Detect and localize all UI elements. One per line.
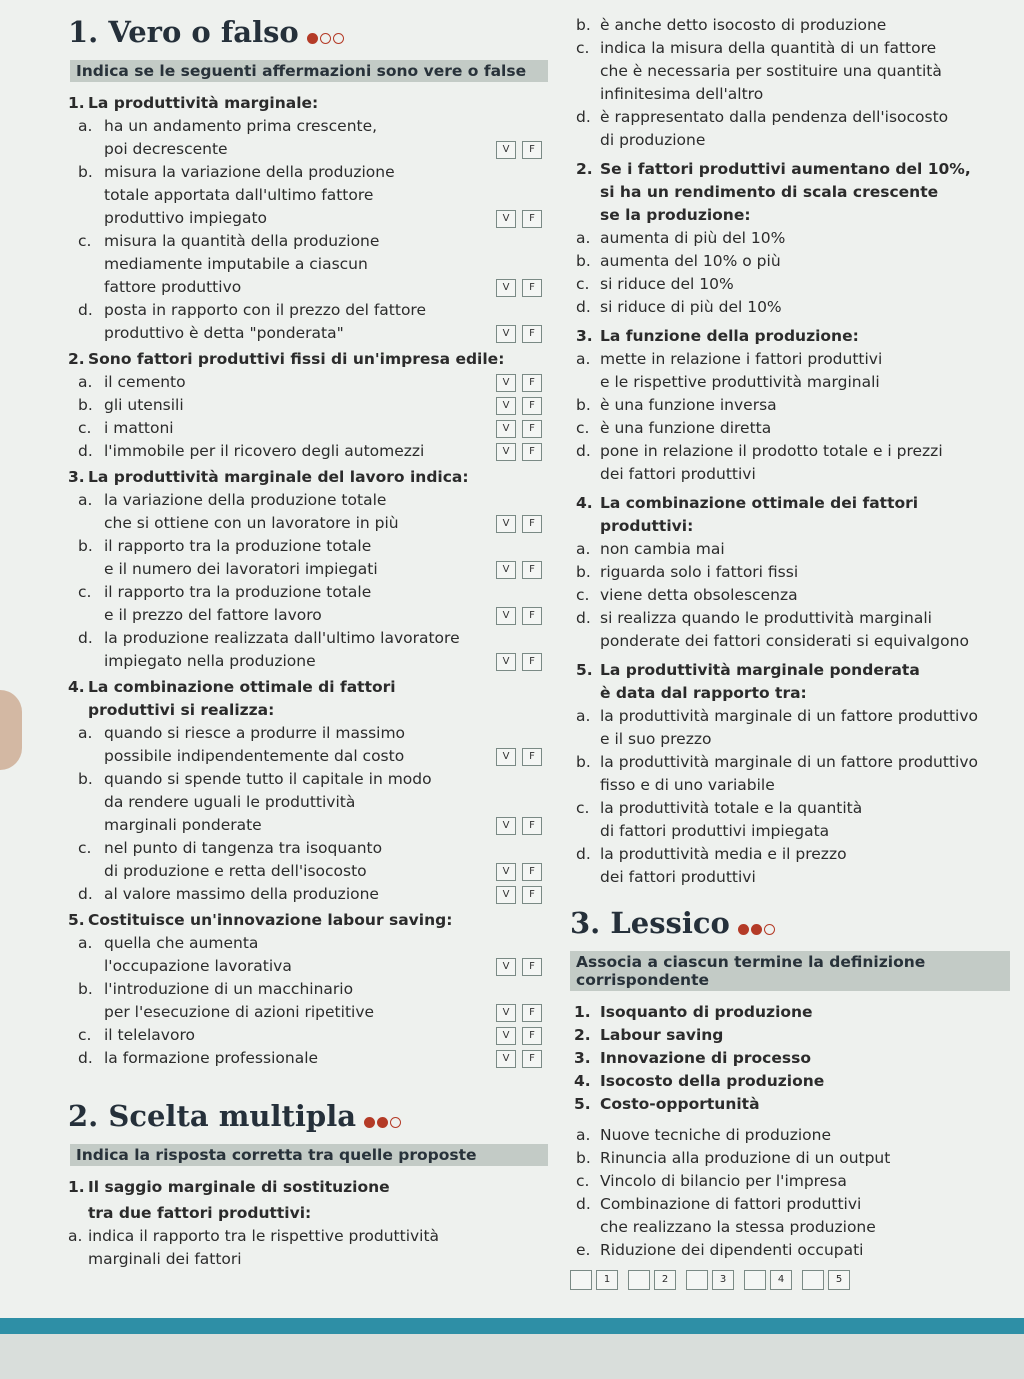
true-false-boxes: [496, 210, 542, 228]
item-text-line: misura la quantità della produzione: [104, 232, 380, 250]
true-box[interactable]: V: [496, 817, 516, 835]
item-letter: d.: [78, 885, 93, 903]
definition-text-line: Nuove tecniche di produzione: [600, 1126, 831, 1144]
true-box[interactable]: V: [496, 561, 516, 579]
item-letter: b.: [78, 396, 93, 414]
item-text-line: poi decrescente: [104, 140, 228, 158]
option-letter: a.: [576, 229, 591, 247]
false-box[interactable]: F: [522, 397, 542, 415]
s1-q2-item-b: [68, 394, 548, 417]
item-text-line: quando si riesce a produrre il massimo: [104, 724, 406, 742]
option-text-line: non cambia mai: [600, 540, 725, 558]
s1-question-1: [68, 92, 548, 115]
question-number: 4.: [68, 678, 85, 696]
lessico-definitions: [570, 1124, 1010, 1262]
answer-input-box[interactable]: [570, 1270, 592, 1290]
s1-q1-item-a: [68, 115, 548, 161]
question-text: Costituisce un'innovazione labour saving:: [88, 911, 453, 929]
answer-number-box: 1: [596, 1270, 618, 1290]
option-text-line: aumenta del 10% o più: [600, 252, 781, 270]
item-text-line: quando si spende tutto il capitale in modo: [104, 770, 432, 788]
option-text-line: è una funzione inversa: [600, 396, 777, 414]
section1-questions: [68, 92, 548, 1070]
true-false-boxes: [496, 1050, 542, 1068]
term-number: 3.: [574, 1049, 591, 1067]
option-text-line: pone in relazione il prodotto totale e i prezzi: [600, 442, 943, 460]
section1-title: 1. Vero o falso: [68, 14, 548, 52]
false-box[interactable]: F: [522, 886, 542, 904]
true-false-boxes: [496, 420, 542, 438]
lessico-definition-d: [570, 1193, 1010, 1239]
true-false-boxes: [496, 1004, 542, 1022]
option-text-line: dei fattori produttivi: [600, 868, 756, 886]
item-letter: c.: [78, 232, 92, 250]
s1-q1-item-b: [68, 161, 548, 230]
true-box[interactable]: V: [496, 443, 516, 461]
question-number: 5.: [68, 911, 85, 929]
option-text-line: la produttività marginale di un fattore produttivo: [600, 753, 978, 771]
question-number: 2.: [576, 160, 593, 178]
option-text-line: mette in relazione i fattori produttivi: [600, 350, 883, 368]
question-text: La combinazione ottimale di fattori: [88, 678, 396, 696]
lessico-definition-a: [570, 1124, 1010, 1147]
item-text-line: il cemento: [104, 373, 186, 391]
term-number: 5.: [574, 1095, 591, 1113]
lessico-term-4: [570, 1070, 1010, 1093]
item-text-line: possibile indipendentemente dal costo: [104, 747, 405, 765]
term-text: Isocosto della produzione: [600, 1072, 825, 1090]
false-box[interactable]: F: [522, 443, 542, 461]
true-false-boxes: [496, 561, 542, 579]
option-text-line: e le rispettive produttività marginali: [600, 373, 880, 391]
page-bottom-bar: [0, 1318, 1024, 1334]
true-box[interactable]: V: [496, 1027, 516, 1045]
false-box[interactable]: F: [522, 210, 542, 228]
s2-q3-option-c: [570, 417, 1010, 440]
item-text-line: da rendere uguali le produttività: [104, 793, 356, 811]
answer-pair-5: [802, 1270, 850, 1290]
s1-question-2: [68, 348, 548, 371]
false-box[interactable]: F: [522, 561, 542, 579]
definition-letter: d.: [576, 1195, 591, 1213]
s2-question-1-line2: tra due fattori produttivi:: [88, 1204, 312, 1222]
true-false-boxes: [496, 443, 542, 461]
s2-question-2: [570, 158, 1010, 227]
item-text-line: totale apportata dall'ultimo fattore: [104, 186, 374, 204]
s1-q2-item-d: [68, 440, 548, 463]
item-text-line: che si ottiene con un lavoratore in più: [104, 514, 399, 532]
definition-letter: c.: [576, 1172, 590, 1190]
item-letter: c.: [78, 419, 92, 437]
option-text-line: di fattori produttivi impiegata: [600, 822, 830, 840]
option-letter: a.: [576, 540, 591, 558]
true-false-boxes: [496, 397, 542, 415]
false-box[interactable]: F: [522, 817, 542, 835]
false-box[interactable]: F: [522, 1027, 542, 1045]
item-letter: c.: [78, 1026, 92, 1044]
item-text-line: mediamente imputabile a ciascun: [104, 255, 368, 273]
definition-text-line: che realizzano la stessa produzione: [600, 1218, 876, 1236]
definition-letter: a.: [576, 1126, 591, 1144]
lessico-answer-row: [570, 1270, 1010, 1290]
true-box[interactable]: V: [496, 325, 516, 343]
question-number: 3.: [576, 327, 593, 345]
definition-text-line: Riduzione dei dipendenti occupati: [600, 1241, 864, 1259]
item-letter: a.: [78, 491, 93, 509]
true-box[interactable]: V: [496, 863, 516, 881]
section2-questions: [570, 158, 1010, 889]
item-text-line: quella che aumenta: [104, 934, 259, 952]
s1-q5-item-b: [68, 978, 548, 1024]
option-text-line: riguarda solo i fattori fissi: [600, 563, 799, 581]
s1-question-5: [68, 909, 548, 932]
false-box[interactable]: F: [522, 863, 542, 881]
true-false-boxes: [496, 141, 542, 159]
s1-q3-item-c: [68, 581, 548, 627]
true-false-boxes: [496, 653, 542, 671]
s2-q5-option-b: [570, 751, 1010, 797]
term-text: Costo-opportunità: [600, 1095, 760, 1113]
s2-q1-option-b: b. è anche detto isocosto di produzione: [576, 16, 887, 34]
definition-text-line: Combinazione di fattori produttivi: [600, 1195, 862, 1213]
item-letter: b.: [78, 163, 93, 181]
option-letter: b.: [576, 396, 591, 414]
lessico-definition-c: [570, 1170, 1010, 1193]
true-box[interactable]: V: [496, 420, 516, 438]
item-text-line: fattore produttivo: [104, 278, 242, 296]
s2-q3-option-b: [570, 394, 1010, 417]
question-number: 1.: [68, 94, 85, 112]
definition-letter: b.: [576, 1149, 591, 1167]
item-letter: a.: [78, 724, 93, 742]
option-text-line: la produttività totale e la quantità: [600, 799, 863, 817]
s1-q1-item-c: [68, 230, 548, 299]
false-box[interactable]: F: [522, 325, 542, 343]
s2-q5-option-d: [570, 843, 1010, 889]
s1-q4-item-d: [68, 883, 548, 906]
item-text-line: la produzione realizzata dall'ultimo lavoratore: [104, 629, 460, 647]
s1-q3-item-b: [68, 535, 548, 581]
true-box[interactable]: V: [496, 1050, 516, 1068]
false-box[interactable]: F: [522, 1050, 542, 1068]
difficulty-dots-icon: [307, 16, 346, 52]
option-text-line: è una funzione diretta: [600, 419, 772, 437]
option-text-line: si realizza quando le produttività marginali: [600, 609, 932, 627]
s1-q3-item-a: [68, 489, 548, 535]
term-text: Innovazione di processo: [600, 1049, 811, 1067]
item-text-line: i mattoni: [104, 419, 174, 437]
option-letter: d.: [576, 609, 591, 627]
true-box[interactable]: V: [496, 515, 516, 533]
definition-text-line: Vincolo di bilancio per l'impresa: [600, 1172, 847, 1190]
false-box[interactable]: F: [522, 141, 542, 159]
option-letter: a.: [576, 707, 591, 725]
s2-question-3: [570, 325, 1010, 348]
true-box[interactable]: V: [496, 397, 516, 415]
item-text-line: e il numero dei lavoratori impiegati: [104, 560, 378, 578]
answer-number-box: 4: [770, 1270, 792, 1290]
section1-instruction: Indica se le seguenti affermazioni sono vere o false: [70, 60, 548, 82]
s2-q3-option-a: [570, 348, 1010, 394]
item-text-line: l'immobile per il ricovero degli automezzi: [104, 442, 425, 460]
item-text-line: impiegato nella produzione: [104, 652, 316, 670]
item-letter: d.: [78, 1049, 93, 1067]
definition-text-line: Rinuncia alla produzione di un output: [600, 1149, 891, 1167]
s2-q2-option-b: [570, 250, 1010, 273]
item-letter: c.: [78, 583, 92, 601]
item-text-line: misura la variazione della produzione: [104, 163, 395, 181]
right-column: [570, 14, 1010, 1290]
lessico-term-5: [570, 1093, 1010, 1116]
s1-q4-item-c: [68, 837, 548, 883]
answer-pair-2: [628, 1270, 676, 1290]
true-false-boxes: [496, 863, 542, 881]
section3-instruction: Associa a ciascun termine la definizione corrispondente: [570, 951, 1010, 991]
false-box[interactable]: F: [522, 374, 542, 392]
false-box[interactable]: F: [522, 607, 542, 625]
option-text-line: la produttività media e il prezzo: [600, 845, 847, 863]
item-text-line: il telelavoro: [104, 1026, 195, 1044]
question-text-line: se la produzione:: [600, 206, 751, 224]
item-letter: a.: [78, 934, 93, 952]
lessico-term-1: [570, 1001, 1010, 1024]
answer-pair-3: [686, 1270, 734, 1290]
question-text: Sono fattori produttivi fissi di un'impresa edile:: [88, 350, 505, 368]
question-text-line: La funzione della produzione:: [600, 327, 859, 345]
term-text: Isoquanto di produzione: [600, 1003, 813, 1021]
answer-input-box[interactable]: [686, 1270, 708, 1290]
question-text-line: Se i fattori produttivi aumentano del 10%,: [600, 160, 971, 178]
lessico-term-3: [570, 1047, 1010, 1070]
option-text-line: dei fattori produttivi: [600, 465, 756, 483]
s2-q5-option-c: [570, 797, 1010, 843]
false-box[interactable]: F: [522, 958, 542, 976]
answer-input-box[interactable]: [802, 1270, 824, 1290]
answer-input-box[interactable]: [744, 1270, 766, 1290]
item-text-line: l'occupazione lavorativa: [104, 957, 292, 975]
left-column: [68, 14, 548, 1271]
option-letter: c.: [576, 419, 590, 437]
true-false-boxes: [496, 607, 542, 625]
true-false-boxes: [496, 374, 542, 392]
option-letter: c.: [576, 275, 590, 293]
s2-q5-option-a: [570, 705, 1010, 751]
item-letter: b.: [78, 770, 93, 788]
item-letter: a.: [78, 117, 93, 135]
item-text-line: il rapporto tra la produzione totale: [104, 537, 372, 555]
item-text-line: al valore massimo della produzione: [104, 885, 379, 903]
item-letter: a.: [78, 373, 93, 391]
section2-instruction: Indica la risposta corretta tra quelle proposte: [70, 1144, 548, 1166]
answer-pair-4: [744, 1270, 792, 1290]
option-text-line: si riduce del 10%: [600, 275, 734, 293]
true-false-boxes: [496, 1027, 542, 1045]
item-text-line: produttivo è detta "ponderata": [104, 324, 344, 342]
s2-question-4: [570, 492, 1010, 538]
option-text-line: aumenta di più del 10%: [600, 229, 786, 247]
term-number: 2.: [574, 1026, 591, 1044]
s1-q4-item-b: [68, 768, 548, 837]
item-letter: d.: [78, 629, 93, 647]
false-box[interactable]: F: [522, 515, 542, 533]
s2-q3-option-d: [570, 440, 1010, 486]
s1-question-4: [68, 676, 548, 699]
s2-q4-option-b: [570, 561, 1010, 584]
s1-q5-item-d: [68, 1047, 548, 1070]
true-box[interactable]: V: [496, 748, 516, 766]
item-text-line: ha un andamento prima crescente,: [104, 117, 378, 135]
question-number: 2.: [68, 350, 85, 368]
true-false-boxes: [496, 958, 542, 976]
question-number: 4.: [576, 494, 593, 512]
question-text: La produttività marginale:: [88, 94, 319, 112]
question-text: La produttività marginale del lavoro indica:: [88, 468, 469, 486]
option-letter: a.: [576, 350, 591, 368]
s1-question-3: [68, 466, 548, 489]
question-text-line: è data dal rapporto tra:: [600, 684, 807, 702]
s1-q4-item-a: [68, 722, 548, 768]
question-text-line: La combinazione ottimale dei fattori produttivi:: [600, 494, 919, 535]
true-box[interactable]: V: [496, 141, 516, 159]
option-letter: d.: [576, 442, 591, 460]
s2-question-1: 1. Il saggio marginale di sostituzione: [68, 1178, 390, 1196]
lessico-definition-e: [570, 1239, 1010, 1262]
term-text: Labour saving: [600, 1026, 724, 1044]
option-text-line: e il suo prezzo: [600, 730, 712, 748]
s2-q4-option-d: [570, 607, 1010, 653]
s2-q4-option-c: [570, 584, 1010, 607]
true-box[interactable]: V: [496, 374, 516, 392]
s1-q5-item-c: [68, 1024, 548, 1047]
false-box[interactable]: F: [522, 748, 542, 766]
s1-q1-item-d: [68, 299, 548, 345]
difficulty-dots-icon: [738, 907, 777, 943]
option-text-line: la produttività marginale di un fattore produttivo: [600, 707, 978, 725]
item-text-line: nel punto di tangenza tra isoquanto: [104, 839, 383, 857]
item-letter: d.: [78, 442, 93, 460]
true-box[interactable]: V: [496, 279, 516, 297]
false-box[interactable]: F: [522, 653, 542, 671]
item-text-line: marginali ponderate: [104, 816, 262, 834]
item-letter: b.: [78, 537, 93, 555]
answer-number-box: 3: [712, 1270, 734, 1290]
term-number: 4.: [574, 1072, 591, 1090]
true-false-boxes: [496, 325, 542, 343]
item-text-line: l'introduzione di un macchinario: [104, 980, 354, 998]
item-text-line: di produzione e retta dell'isocosto: [104, 862, 367, 880]
s1-q3-item-d: [68, 627, 548, 673]
option-letter: b.: [576, 563, 591, 581]
lessico-terms: [570, 1001, 1010, 1116]
option-letter: d.: [576, 298, 591, 316]
true-false-boxes: [496, 817, 542, 835]
s2-q2-option-a: [570, 227, 1010, 250]
item-text-line: gli utensili: [104, 396, 184, 414]
option-text-line: ponderate dei fattori considerati si equivalgono: [600, 632, 969, 650]
option-letter: d.: [576, 845, 591, 863]
item-text-line: la variazione della produzione totale: [104, 491, 387, 509]
question-text-line2: produttivi si realizza:: [88, 701, 275, 719]
answer-number-box: 5: [828, 1270, 850, 1290]
question-text-line: si ha un rendimento di scala crescente: [600, 183, 939, 201]
lessico-definition-b: [570, 1147, 1010, 1170]
true-box[interactable]: V: [496, 958, 516, 976]
s2-q2-option-d: [570, 296, 1010, 319]
option-text-line: viene detta obsolescenza: [600, 586, 798, 604]
false-box[interactable]: F: [522, 279, 542, 297]
option-letter: b.: [576, 252, 591, 270]
item-text-line: per l'esecuzione di azioni ripetitive: [104, 1003, 375, 1021]
answer-input-box[interactable]: [628, 1270, 650, 1290]
s1-q2-item-a: [68, 371, 548, 394]
difficulty-dots-icon: [364, 1100, 403, 1136]
s2-q1-option-d: d. è rappresentato dalla pendenza dell'isocosto di produzione: [576, 108, 949, 149]
s1-q2-item-c: [68, 417, 548, 440]
question-text-line: La produttività marginale ponderata: [600, 661, 920, 679]
s1-q5-item-a: [68, 932, 548, 978]
answer-number-box: 2: [654, 1270, 676, 1290]
question-number: 3.: [68, 468, 85, 486]
s2-question-5: [570, 659, 1010, 705]
item-text-line: la formazione professionale: [104, 1049, 319, 1067]
lessico-term-2: [570, 1024, 1010, 1047]
true-box[interactable]: V: [496, 210, 516, 228]
option-letter: b.: [576, 753, 591, 771]
item-text-line: il rapporto tra la produzione totale: [104, 583, 372, 601]
true-false-boxes: [496, 515, 542, 533]
true-box[interactable]: V: [496, 1004, 516, 1022]
definition-letter: e.: [576, 1241, 591, 1259]
item-text-line: e il prezzo del fattore lavoro: [104, 606, 322, 624]
item-letter: d.: [78, 301, 93, 319]
option-letter: c.: [576, 586, 590, 604]
s2-q4-option-a: [570, 538, 1010, 561]
s2-q1-option-a-line2: marginali dei fattori: [88, 1250, 242, 1268]
true-box[interactable]: V: [496, 653, 516, 671]
s2-q1-option-a: a. indica il rapporto tra le rispettive produttività: [68, 1227, 440, 1245]
s2-q2-option-c: [570, 273, 1010, 296]
true-false-boxes: [496, 886, 542, 904]
section3-title: 3. Lessico: [570, 905, 1010, 943]
true-false-boxes: [496, 748, 542, 766]
term-number: 1.: [574, 1003, 591, 1021]
true-false-boxes: [496, 279, 542, 297]
option-text-line: fisso e di uno variabile: [600, 776, 775, 794]
answer-pair-1: [570, 1270, 618, 1290]
question-number: 5.: [576, 661, 593, 679]
true-box[interactable]: V: [496, 607, 516, 625]
item-text-line: posta in rapporto con il prezzo del fattore: [104, 301, 427, 319]
item-letter: b.: [78, 980, 93, 998]
item-letter: c.: [78, 839, 92, 857]
false-box[interactable]: F: [522, 420, 542, 438]
option-letter: c.: [576, 799, 590, 817]
s2-q1-option-c: c. indica la misura della quantità di un fattore che è necessaria per sostituire una quantità infinitesima dell'altro: [576, 39, 942, 103]
page-bottom-area: [0, 1334, 1024, 1379]
false-box[interactable]: F: [522, 1004, 542, 1022]
finger-shadow: [0, 690, 22, 770]
option-text-line: si riduce di più del 10%: [600, 298, 782, 316]
true-box[interactable]: V: [496, 886, 516, 904]
section2-title: 2. Scelta multipla: [68, 1098, 548, 1136]
item-text-line: produttivo impiegato: [104, 209, 268, 227]
